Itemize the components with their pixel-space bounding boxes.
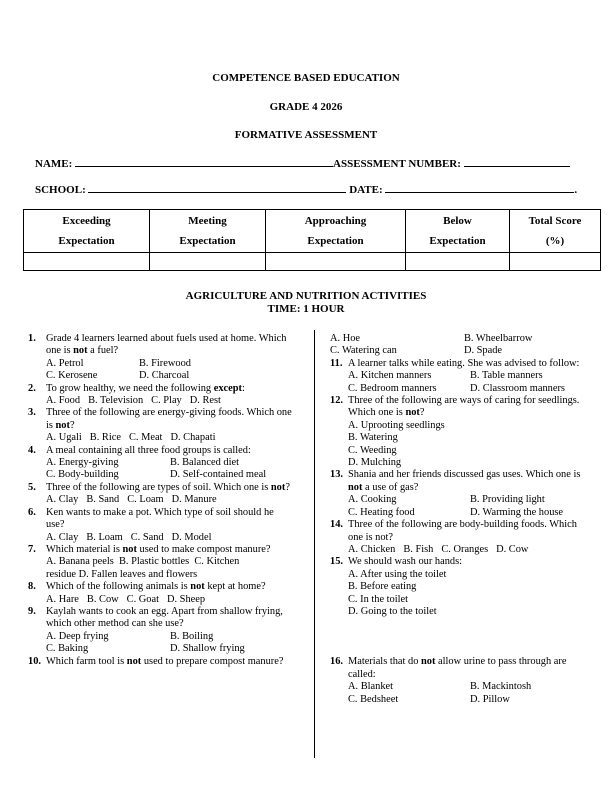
option[interactable]: C. Meat bbox=[128, 432, 163, 444]
option[interactable]: D. Pillow bbox=[470, 693, 510, 705]
questions-left-column bbox=[28, 333, 294, 668]
option[interactable]: A. Clay bbox=[46, 531, 79, 543]
score-col-approaching: Approaching Expectation bbox=[266, 210, 406, 253]
option[interactable]: B. Watering bbox=[348, 432, 398, 444]
option[interactable]: A. Chicken bbox=[348, 543, 396, 555]
option[interactable]: C. Bedsheet bbox=[348, 693, 399, 705]
question-1: 1. Grade 4 learners learned about fuels used at home. Which one is not a fuel? A. Petrol B. Firewood C. Kerosene D. Charcoal bbox=[28, 333, 287, 382]
option[interactable]: C. Weeding bbox=[348, 444, 397, 456]
option[interactable]: A. Ugali bbox=[46, 432, 82, 444]
score-cell-approaching[interactable] bbox=[266, 253, 406, 271]
question-13: 13. Shania and her friends discussed gas uses. Which one is not a use of gas? A. Cooking B. Providing light C. Heating food D. Warming the house bbox=[330, 469, 592, 519]
option[interactable]: B. Rice bbox=[89, 432, 121, 444]
option[interactable]: A. Energy-giving bbox=[46, 457, 119, 469]
option[interactable]: B. Mackintosh bbox=[470, 681, 532, 693]
option[interactable]: D. Manure bbox=[171, 494, 217, 506]
school-row bbox=[35, 183, 577, 196]
option[interactable]: A. Hare bbox=[46, 593, 79, 605]
option[interactable]: B. Sand bbox=[86, 494, 120, 506]
question-16: 16. Materials that do not allow urine to pass through are called: A. Blanket B. Mackintosh C. Bedsheet D. Pillow bbox=[330, 656, 592, 706]
score-cell-exceeding[interactable] bbox=[24, 253, 150, 271]
option[interactable]: C. Heating food bbox=[348, 506, 415, 518]
question-11: 11. A learner talks while eating. She was advised to follow: A. Kitchen manners B. Table manners C. Bedroom manners D. Classroom manners bbox=[330, 358, 592, 395]
option[interactable]: A. Deep frying bbox=[46, 630, 109, 642]
school-field[interactable] bbox=[88, 183, 346, 193]
option[interactable]: D. Model bbox=[171, 531, 212, 543]
option[interactable]: D. Classroom manners bbox=[470, 382, 565, 394]
question-15: 15. We should wash our hands: A. After using the toilet B. Before eating C. In the toilet D. Going to the toilet bbox=[330, 556, 592, 618]
option[interactable]: A. Uprooting seedlings bbox=[348, 419, 445, 431]
option[interactable]: C. Watering can bbox=[330, 345, 397, 357]
question-9: 9. Kaylah wants to cook an egg. Apart from shallow frying, which other method can she use? A. Deep frying B. Boiling C. Baking D. Shallow frying bbox=[28, 606, 294, 656]
option[interactable]: B. Loam bbox=[86, 531, 123, 543]
score-col-meeting: Meeting Expectation bbox=[150, 210, 266, 253]
option[interactable]: B. Balanced diet bbox=[170, 457, 239, 469]
score-col-exceeding: Exceeding Expectation bbox=[24, 210, 150, 253]
question-12: 12. Three of the following are ways of caring for seedlings. Which one is not? A. Uprooting seedlings B. Watering C. Weeding D. Mulching bbox=[330, 395, 592, 469]
option[interactable]: D. Rest bbox=[189, 395, 221, 407]
score-table-header bbox=[24, 210, 601, 253]
question-4: 4. A meal containing all three food groups is called: A. Energy-giving B. Balanced diet C. Body-building D. Self-contained meal bbox=[28, 445, 294, 482]
option[interactable]: D. Warming the house bbox=[470, 506, 564, 518]
name-label: NAME: bbox=[35, 158, 73, 170]
option[interactable]: C. Kerosene bbox=[46, 370, 98, 382]
option[interactable]: A. Clay bbox=[46, 494, 79, 506]
option[interactable]: C. Loam bbox=[127, 494, 164, 506]
option[interactable]: D. Spade bbox=[463, 345, 503, 357]
question-10-options bbox=[330, 333, 592, 358]
option[interactable]: D. Mulching bbox=[348, 457, 402, 469]
option[interactable]: A. Blanket bbox=[348, 681, 394, 693]
option-line[interactable]: residue D. Fallen leaves and flowers bbox=[46, 568, 198, 580]
question-3: 3. Three of the following are energy-giving foods. Which one is not? A. Ugali B. Rice C. Meat D. Chapati bbox=[28, 407, 292, 444]
question-2: 2. To grow healthy, we need the following except: A. Food B. Television C. Play D. Rest bbox=[28, 382, 245, 407]
option[interactable]: B. Providing light bbox=[470, 494, 545, 506]
option[interactable]: A. Petrol bbox=[46, 357, 84, 369]
assessment-number-label: ASSESSMENT NUMBER: bbox=[333, 158, 461, 170]
subject-time: TIME: 1 HOUR bbox=[267, 303, 345, 315]
option[interactable]: A. After using the toilet bbox=[348, 568, 447, 580]
questions-right-column bbox=[330, 333, 592, 706]
spacer bbox=[330, 618, 592, 656]
option[interactable]: B. Television bbox=[88, 395, 144, 407]
option[interactable]: B. Fish bbox=[403, 543, 434, 555]
option[interactable]: A. Cooking bbox=[348, 494, 397, 506]
subject-title: AGRICULTURE AND NUTRITION ACTIVITIES bbox=[185, 290, 427, 302]
score-cell-meeting[interactable] bbox=[150, 253, 266, 271]
option[interactable]: D. Shallow frying bbox=[170, 643, 245, 655]
score-table-entry-row bbox=[24, 253, 601, 271]
score-col-below: Below Expectation bbox=[406, 210, 510, 253]
option[interactable]: A. Food bbox=[46, 395, 81, 407]
option[interactable]: B. Table manners bbox=[470, 370, 543, 382]
option[interactable]: C. Body-building bbox=[46, 469, 119, 481]
score-cell-total[interactable] bbox=[510, 253, 601, 271]
header-title: COMPETENCE BASED EDUCATION bbox=[212, 72, 400, 84]
option[interactable]: D. Charcoal bbox=[139, 370, 190, 382]
option[interactable]: D. Self-contained meal bbox=[170, 469, 267, 481]
option-line[interactable]: A. Banana peels B. Plastic bottles C. Kitchen bbox=[46, 556, 240, 568]
option[interactable]: C. Sand bbox=[130, 531, 164, 543]
option[interactable]: B. Firewood bbox=[139, 357, 191, 369]
score-table bbox=[23, 209, 601, 271]
option[interactable]: C. Goat bbox=[126, 593, 159, 605]
option[interactable]: C. Bedroom manners bbox=[348, 382, 437, 394]
option[interactable]: C. In the toilet bbox=[348, 593, 409, 605]
question-14: 14. Three of the following are body-building foods. Which one is not? A. Chicken B. Fish C. Oranges D. Cow bbox=[330, 519, 577, 555]
date-end-mark: . bbox=[574, 184, 578, 196]
date-field[interactable] bbox=[385, 183, 574, 193]
question-6: 6. Ken wants to make a pot. Which type of soil should he use? A. Clay B. Loam C. Sand D. Model bbox=[28, 506, 274, 543]
question-10: 10. Which farm tool is not used to prepare compost manure? bbox=[28, 655, 284, 667]
column-divider bbox=[314, 330, 315, 758]
school-label: SCHOOL: bbox=[35, 184, 86, 196]
option[interactable]: B. Cow bbox=[86, 593, 119, 605]
date-label: DATE: bbox=[349, 184, 383, 196]
name-row bbox=[35, 157, 570, 170]
option[interactable]: C. Play bbox=[151, 395, 182, 407]
question-5: 5. Three of the following are types of soil. Which one is not? A. Clay B. Sand C. Loam D. Manure bbox=[28, 481, 290, 506]
name-field[interactable] bbox=[75, 157, 333, 167]
question-8: 8. Which of the following animals is not kept at home? A. Hare B. Cow C. Goat D. Sheep bbox=[28, 581, 266, 605]
option[interactable]: B. Before eating bbox=[348, 581, 417, 593]
score-col-total: Total Score (%) bbox=[510, 210, 601, 253]
option[interactable]: D. Chapati bbox=[170, 432, 216, 444]
option[interactable]: D. Cow bbox=[496, 543, 529, 555]
header-assessment-type: FORMATIVE ASSESSMENT bbox=[234, 129, 378, 141]
header-grade: GRADE 4 2026 bbox=[269, 101, 343, 113]
option[interactable]: C. Baking bbox=[46, 643, 89, 655]
option[interactable]: A. Hoe bbox=[330, 333, 361, 344]
option[interactable]: D. Sheep bbox=[166, 593, 206, 605]
option[interactable]: B. Wheelbarrow bbox=[463, 333, 533, 344]
option[interactable]: C. Oranges bbox=[441, 543, 489, 555]
option[interactable]: D. Going to the toilet bbox=[348, 605, 437, 617]
score-cell-below[interactable] bbox=[406, 253, 510, 271]
option[interactable]: A. Kitchen manners bbox=[348, 370, 432, 382]
question-7: 7. Which material is not used to make compost manure? A. Banana peels B. Plastic bottles C. Kitchen residue D. Fallen leaves and flowers bbox=[28, 544, 294, 581]
option[interactable]: B. Boiling bbox=[170, 630, 214, 642]
assessment-number-field[interactable] bbox=[464, 157, 570, 167]
